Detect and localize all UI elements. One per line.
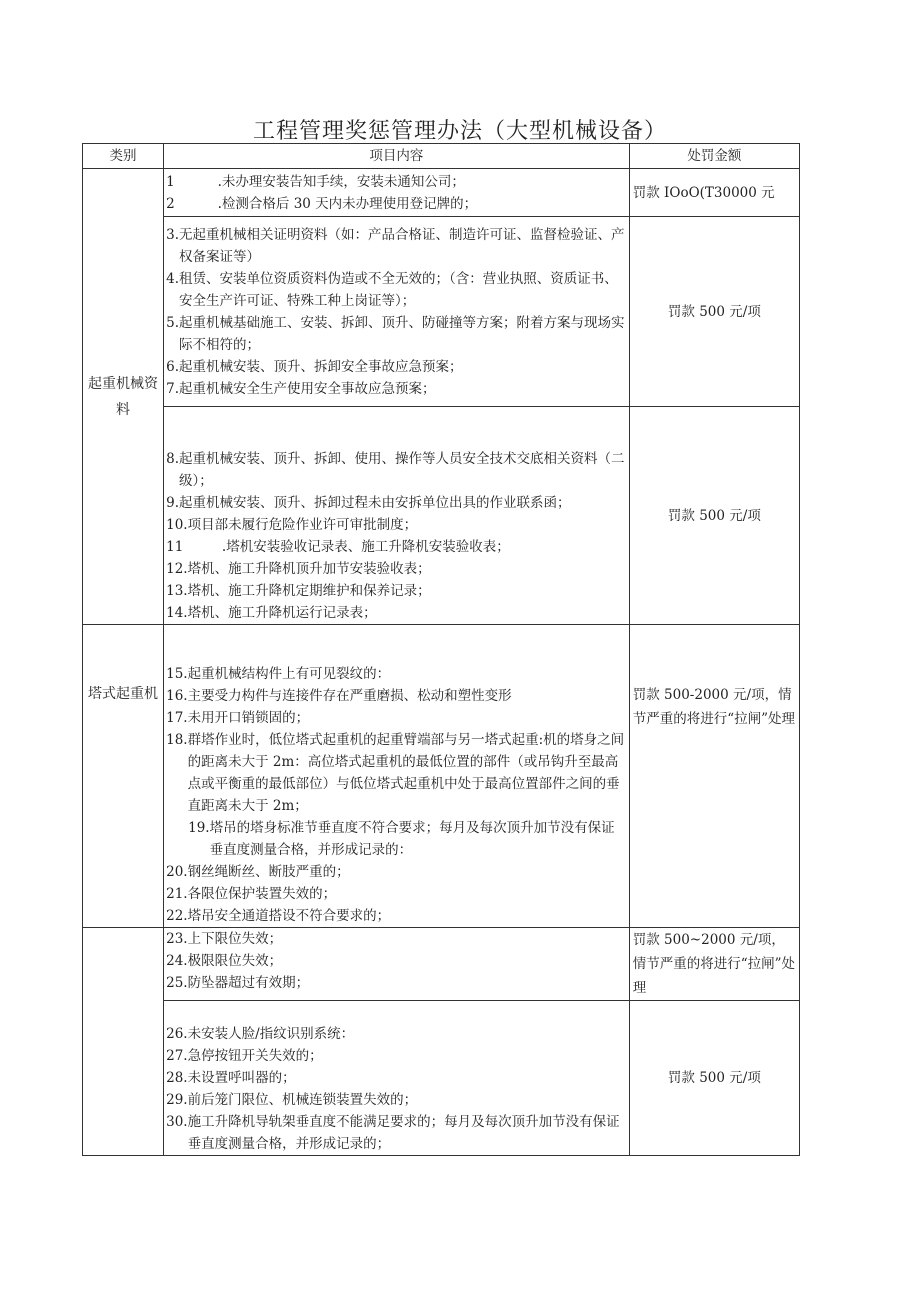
list-item — [166, 558, 627, 580]
item-text: 无起重机械相关证明资料（如：产品合格证、制造许可证、监督检验证、产权备案证等） — [179, 226, 625, 265]
items-cell — [164, 625, 630, 928]
item-number: 21. — [166, 886, 188, 902]
list-item — [166, 861, 627, 883]
item-number: 29. — [166, 1092, 188, 1108]
category-cell — [83, 928, 164, 1156]
table-row — [83, 1001, 800, 1156]
table-header-row — [83, 144, 800, 169]
item-text: 未用开口销锁固的； — [187, 710, 310, 726]
items-cell — [164, 217, 630, 407]
penalty-cell: 罚款 500-2000 元/项，情节严重的将进行“拉闸”处理 — [629, 625, 799, 928]
penalty-cell: 罚款 500 元/项 — [629, 217, 799, 407]
list-item — [166, 378, 627, 400]
item-text: 各限位保护装置失效的； — [187, 886, 337, 902]
item-text: 未设置呼叫器的； — [187, 1070, 296, 1086]
item-number: 20. — [166, 864, 188, 880]
item-number: 9. — [166, 495, 179, 511]
item-number: 11 — [166, 539, 222, 555]
page-title: 工程管理奖惩管理办法（大型机械设备） — [252, 119, 667, 144]
item-text: 上下限位失效； — [187, 931, 283, 947]
list-item — [166, 356, 627, 378]
item-text: 租赁、安装单位资质资料伪造或不全无效的；（含：营业执照、资质证书、安全生产许可证、特殊工种上岗证等）； — [179, 270, 618, 309]
item-number: 10. — [166, 517, 188, 533]
penalty-table — [82, 143, 800, 1156]
item-number: 16. — [166, 688, 188, 704]
item-number: 1 — [166, 173, 218, 190]
table-row — [83, 407, 800, 625]
item-text: 极限限位失效； — [187, 953, 283, 969]
item-number: 8. — [166, 451, 179, 467]
item-number: 27. — [166, 1048, 188, 1064]
list-item — [166, 928, 627, 950]
item-number: 25. — [166, 975, 188, 991]
item-text: 起重机械安装、顶升、拆卸安全事故应急预案； — [179, 358, 463, 375]
item-number: 12. — [166, 561, 188, 577]
list-item — [166, 312, 627, 356]
list-item — [166, 602, 627, 624]
item-number: 14. — [166, 605, 188, 621]
list-item — [166, 685, 627, 707]
item-number: 3. — [166, 226, 179, 243]
list-item — [166, 492, 627, 514]
item-text: 群塔作业时，低位塔式起重机的起重臂端部与另一塔式起重:机的塔身之间的距离未大于 2m：高位塔式起重机的最低位置的部件（或吊钩升至最高点或平衡重的最低部位）与低位塔式起重机中处于最高位置部件之间的垂直距离未大于 2m； — [187, 732, 625, 814]
item-number: 23. — [166, 931, 188, 947]
item-number: 15. — [166, 666, 188, 682]
item-number: 18. — [166, 732, 188, 748]
item-number: 22. — [166, 908, 188, 924]
list-item — [166, 905, 627, 927]
table-row — [83, 217, 800, 407]
list-item — [166, 1045, 627, 1067]
penalty-cell: 罚款 500~2000 元/项，情节严重的将进行“拉闸”处理 — [629, 928, 799, 1001]
list-item — [166, 580, 627, 602]
items-cell — [164, 169, 630, 217]
list-item — [166, 514, 627, 536]
item-text: 急停按钮开关失效的； — [187, 1048, 323, 1064]
table-row — [83, 928, 800, 1001]
items-cell — [164, 407, 630, 625]
item-text: .检测合格后 30 天内未办理使用登记牌的； — [217, 195, 478, 212]
list-item — [166, 1067, 627, 1089]
item-number: 6. — [166, 358, 179, 375]
item-number: 26. — [166, 1026, 188, 1042]
list-item — [166, 972, 627, 994]
item-text: 防坠器超过有效期； — [187, 975, 310, 991]
item-number: 7. — [166, 380, 179, 397]
item-text: 起重机械安全生产使用安全事故应急预案； — [179, 380, 436, 397]
category-label: 塔式起重机 — [88, 686, 159, 702]
item-number: 2 — [166, 195, 218, 212]
list-item — [166, 171, 627, 193]
item-text: 前后笼门限位、机械连锁装置失效的； — [187, 1092, 418, 1108]
list-item — [166, 729, 627, 817]
item-number: 13. — [166, 583, 188, 599]
list-item — [166, 950, 627, 972]
item-number: 17. — [166, 710, 188, 726]
category-label: 起重机械资料 — [88, 375, 159, 418]
item-text: 主要受力构件与连接件存在严重磨损、松动和塑性变形 — [187, 688, 512, 704]
item-number: 19. — [188, 820, 210, 836]
item-text: .未办理安装告知手续，安装未通知公司； — [217, 173, 465, 190]
list-item — [166, 536, 627, 558]
list-item — [166, 193, 627, 215]
list-item — [166, 1089, 627, 1111]
item-text: 塔机、施工升降机顶升加节安装验收表； — [187, 561, 431, 577]
list-item — [166, 448, 627, 492]
category-cell — [83, 625, 164, 928]
header-penalty: 处罚金额 — [629, 144, 799, 169]
item-text: 起重机械安装、顶升、拆卸过程未由安拆单位出具的作业联系函； — [179, 495, 571, 511]
item-number: 24. — [166, 953, 188, 969]
item-text: 起重机械安装、顶升、拆卸、使用、操作等人员安全技术交底相关资料（二级）； — [179, 451, 625, 489]
table-row — [83, 625, 800, 928]
list-item — [166, 268, 627, 312]
header-category: 类别 — [83, 144, 164, 169]
item-text: 塔吊安全通道搭设不符合要求的； — [187, 908, 391, 924]
item-text: 起重机械结构件上有可见裂纹的： — [187, 666, 391, 682]
list-item — [166, 883, 627, 905]
penalty-cell: 罚款 IOoO(T30000 元 — [629, 169, 799, 217]
item-text: .塔机安装验收记录表、施工升降机安装验收表； — [221, 539, 510, 555]
item-number: 4. — [166, 270, 179, 287]
item-text: 塔机、施工升降机定期维护和保养记录； — [187, 583, 431, 599]
header-content: 项目内容 — [164, 144, 630, 169]
items-cell — [164, 1001, 630, 1156]
category-cell — [83, 169, 164, 625]
item-text: 项目部未履行危险作业许可审批制度； — [187, 517, 418, 533]
item-text: 塔机、施工升降机运行记录表； — [187, 605, 377, 621]
list-item — [166, 817, 627, 861]
item-number: 28. — [166, 1070, 188, 1086]
list-item — [166, 224, 627, 268]
penalty-cell: 罚款 500 元/项 — [629, 407, 799, 625]
table-row — [83, 169, 800, 217]
item-text: 起重机械基础施工、安装、拆卸、顶升、防碰撞等方案；附着方案与现场实际不相符的； — [179, 314, 625, 353]
item-number: 5. — [166, 314, 179, 331]
item-text: 塔吊的塔身标准节垂直度不符合要求；每月及每次顶升加节没有保证垂直度测量合格，并形成记录的： — [209, 820, 615, 858]
item-text: 未安装人脸/指纹识别系统： — [187, 1026, 355, 1042]
item-text: 施工升降机导轨架垂直度不能满足要求的；每月及每次顶升加节没有保证垂直度测量合格，并形成记录的； — [187, 1114, 620, 1152]
list-item — [166, 1023, 627, 1045]
items-cell — [164, 928, 630, 1001]
list-item — [166, 1111, 627, 1155]
list-item — [166, 707, 627, 729]
item-text: 钢丝绳断丝、断肢严重的； — [187, 864, 350, 880]
penalty-cell: 罚款 500 元/项 — [629, 1001, 799, 1156]
item-number: 30. — [166, 1114, 188, 1130]
list-item — [166, 663, 627, 685]
